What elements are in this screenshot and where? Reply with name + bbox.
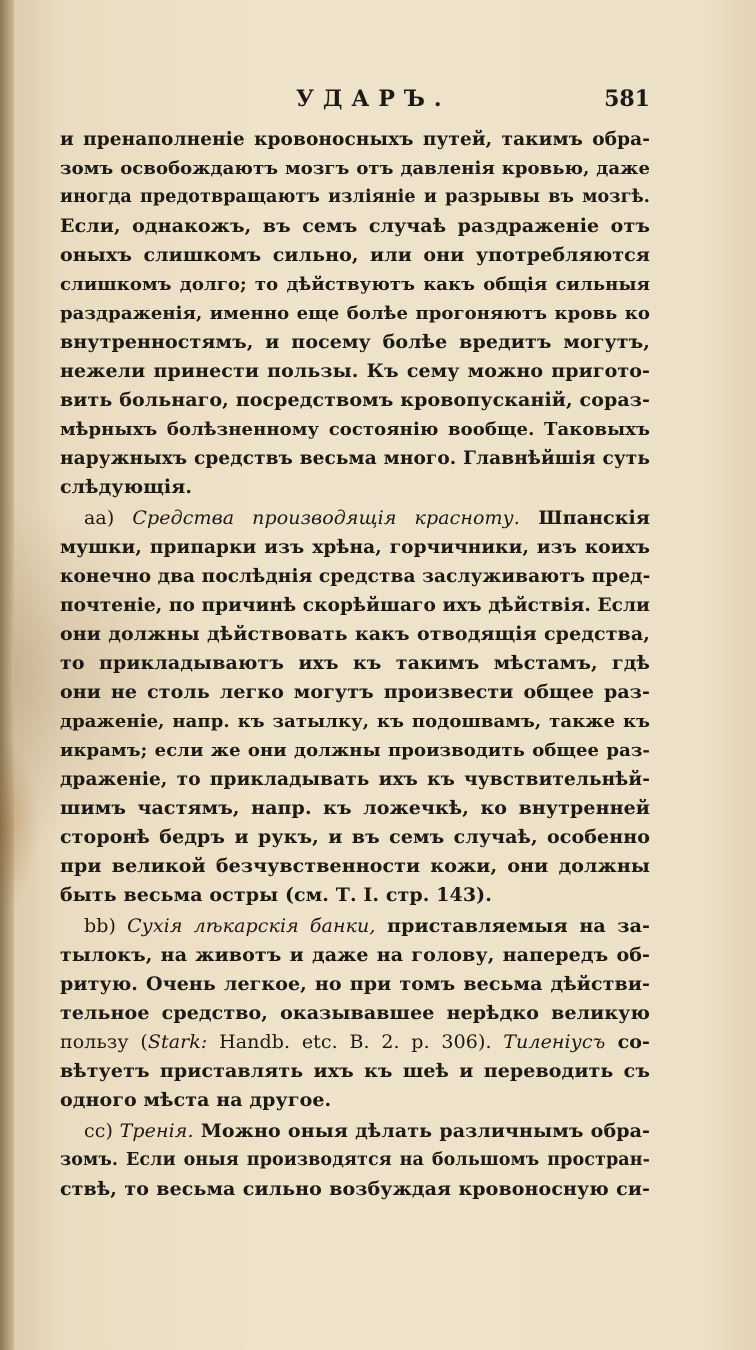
body-text [60,125,650,1204]
text-line: раздраженія, именно еще болѣе прогоняютъ кровь ко [60,303,650,324]
text-line: слѣдующія. [60,476,193,498]
text-line: ритую. Очень легкое, но при томъ весьма дѣйстви- [60,973,650,995]
text-line: тельное средство, оказывавшее нерѣдко великую [60,1002,650,1024]
text-line: тылокъ, на животъ и даже на голову, напередъ об- [60,944,650,966]
text-line: драженіе, напр. къ затылку, къ подошвамъ, также къ [60,711,650,732]
text-line: мушки, припарки изъ хрѣна, горчичники, изъ коихъ [60,537,650,558]
paragraph-3 [60,912,650,1115]
text-line: зомъ. Если оныя производятся на большомъ простран- [60,1150,650,1170]
text-line: то прикладываютъ ихъ къ такимъ мѣстамъ, гдѣ [60,652,650,674]
text-line: ствѣ, то весьма сильно возбуждая кровоносную си- [60,1178,650,1200]
text-line: икрамъ; если же они должны производить общее раз- [60,740,650,761]
section-heading-italic: Тренія. [119,1120,194,1142]
text-line: cc) Тренія. Можно оныя дѣлать различнымъ обра- [84,1120,650,1142]
text-line: и пренаполненіе кровоносныхъ путей, такимъ обра- [60,129,650,150]
text-line: почтеніе, по причинѣ скорѣйшаго ихъ дѣйствія. Если [60,595,650,616]
text-line: внутренностямъ, и посему болѣе вредитъ могутъ, [60,331,650,353]
text-line: пользу (Stark: Handb. etc. B. 2. p. 306). Тиленіусъ со- [60,1031,651,1053]
text-line: вить больнаго, посредствомъ кровопусканій, сораз- [60,389,650,411]
text-line: наружныхъ средствъ весьма много. Главнѣйшія суть [60,448,650,469]
text-line: при великой безчувственности кожи, они должны [60,855,650,877]
text-line: Если, однакожъ, въ семъ случаѣ раздраженіе отъ [60,215,650,237]
cited-author-name: Тиленіусъ [503,1031,606,1053]
text-line: быть весьма остры (см. Т. І. стр. 143). [60,884,492,906]
page-number: 581 [604,86,650,112]
text-line: они должны дѣйствовать какъ отводящія средства, [60,623,650,645]
text-line: зомъ освобождаютъ мозгъ отъ давленія кровью, даже [60,158,650,179]
text-line: иногда предотвращаютъ изліяніе и разрывы въ мозгѣ. [60,187,650,207]
text-line: конечно два послѣднія средства заслуживаютъ пред- [60,566,651,587]
text-line: мѣрныхъ болѣзненному состоянію вообще. Таковыхъ [60,419,650,440]
text-line: они не столь легко могутъ произвести общее раз- [60,681,650,703]
citation-author: Stark: [147,1031,208,1053]
text-line: драженіе, то прикладывать ихъ къ чувствительнѣй- [60,769,650,790]
text-line: bb) Сухія лѣкарскія банки, приставляемыя на за- [84,915,650,937]
paper-stain [0,740,40,910]
page-header [60,86,650,116]
text-line: шимъ частямъ, напр. къ ложечкѣ, ко внутренней [60,797,650,819]
section-heading-italic: Сухія лѣкарскія банки, [127,915,376,937]
text-line: одного мѣста на другое. [60,1089,332,1111]
text-line: слишкомъ долго; то дѣйствуютъ какъ общія сильныя [60,274,650,295]
text-line: аа) Средства производящія красноту. Шпанскія [84,507,650,529]
text-line: вѣтуетъ приставлять ихъ къ шеѣ и переводить съ [60,1060,650,1082]
paragraph-4 [60,1117,650,1204]
book-spine-shadow [0,0,14,1350]
text-line: нежели принести пользы. Къ сему можно пригото- [60,360,650,382]
paragraph-1 [60,125,650,502]
text-line: оныхъ слишкомъ сильно, или они употребляются [60,244,650,266]
section-heading-italic: Средства производящія красноту. [132,507,520,529]
paragraph-2 [60,504,650,910]
running-title: УДАРЪ. [296,86,451,112]
text-line: сторонѣ бедръ и рукъ, и въ семъ случаѣ, особенно [60,826,650,848]
